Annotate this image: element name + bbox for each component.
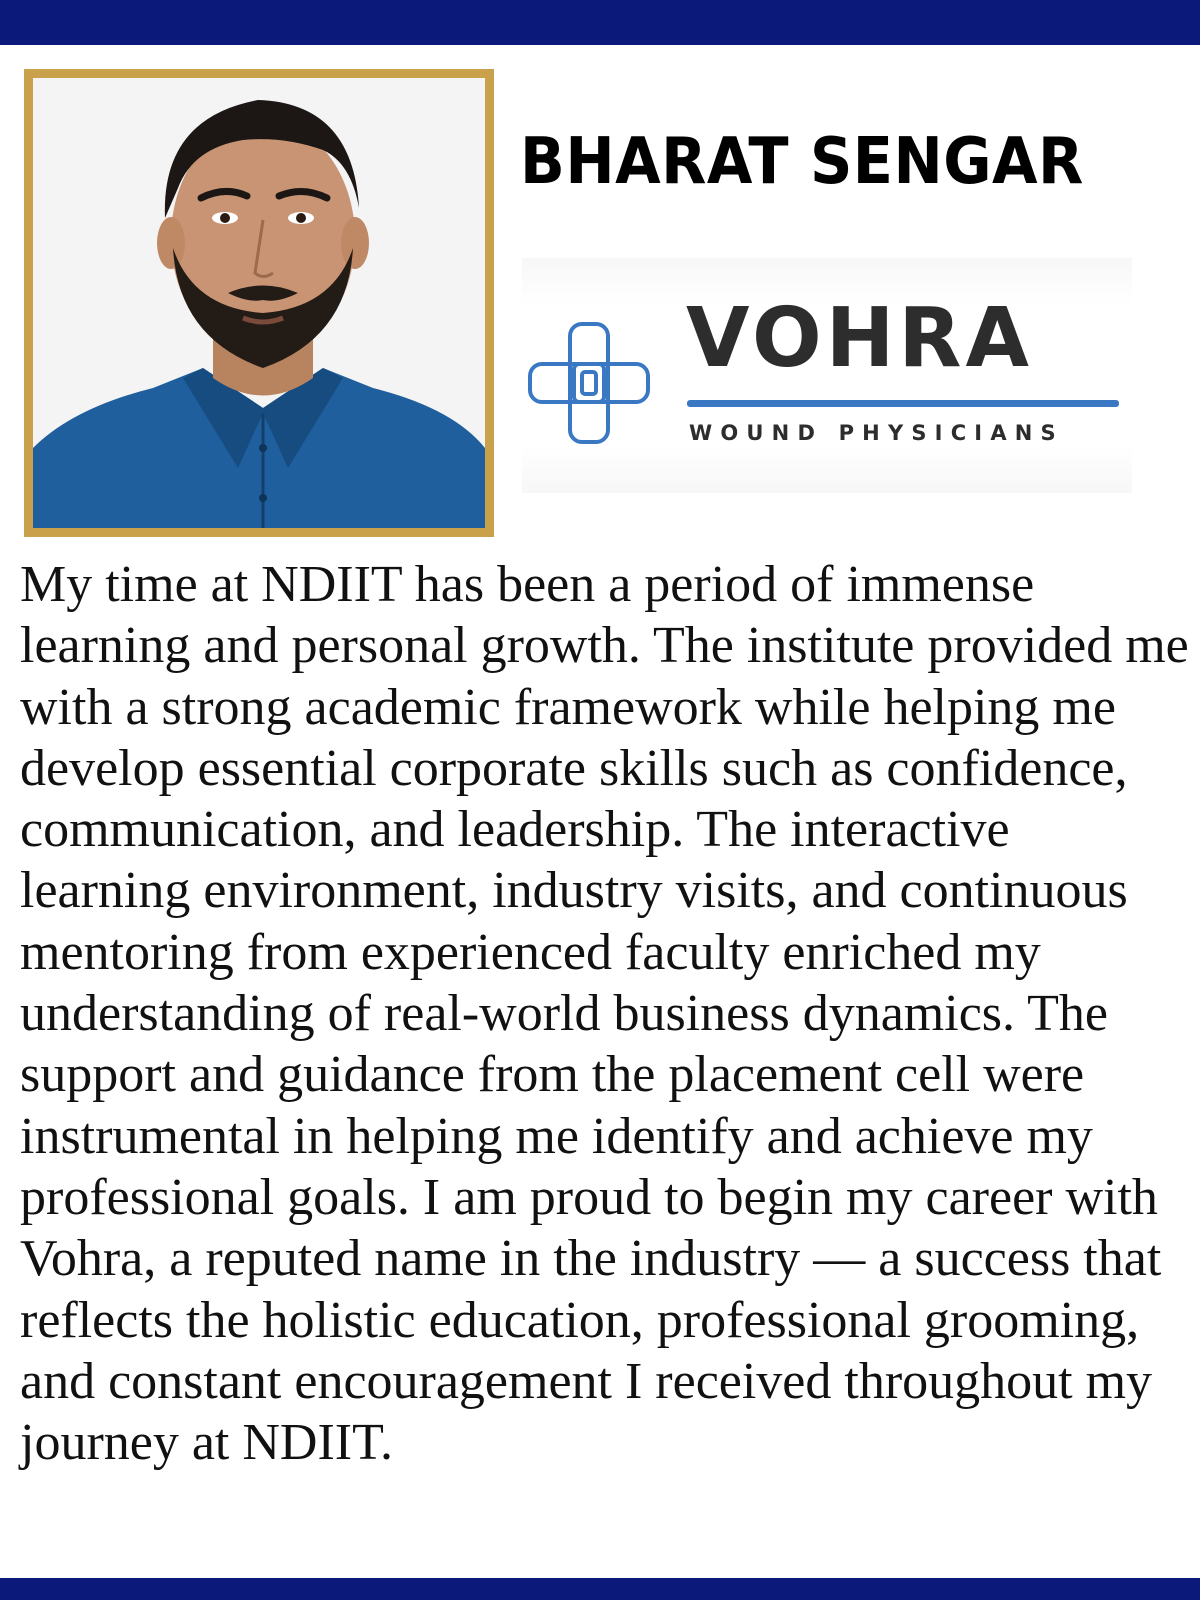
logo-wordmark: VOHRA (686, 291, 1033, 386)
footer-band (0, 1578, 1200, 1600)
logo-rule (687, 400, 1119, 407)
header-band (0, 0, 1200, 45)
person-name: BHARAT SENGAR (520, 125, 1084, 199)
testimonial-text: My time at NDIIT has been a period of immense learning and personal growth. The institute provided me with a strong academic framework while helping me develop essential corporate skills such as confidence, communication, and leadership. The interactive learning environment, industry visits, and continuous mentoring from experienced faculty enriched my understanding of real-world business dynamics. The support and guidance from the placement cell were instrumental in helping me identify and achieve my professional goals. I am proud to begin my career with Vohra, a reputed name in the industry — a success that reflects the holistic education, professional grooming, and constant encouragement I received throughout my journey at NDIIT. (20, 556, 1189, 1472)
person-portrait-icon (33, 78, 485, 528)
logo-tagline: WOUND PHYSICIANS (689, 421, 1064, 445)
profile-photo (24, 69, 494, 537)
medical-cross-icon (526, 320, 652, 446)
company-logo (522, 258, 1132, 493)
